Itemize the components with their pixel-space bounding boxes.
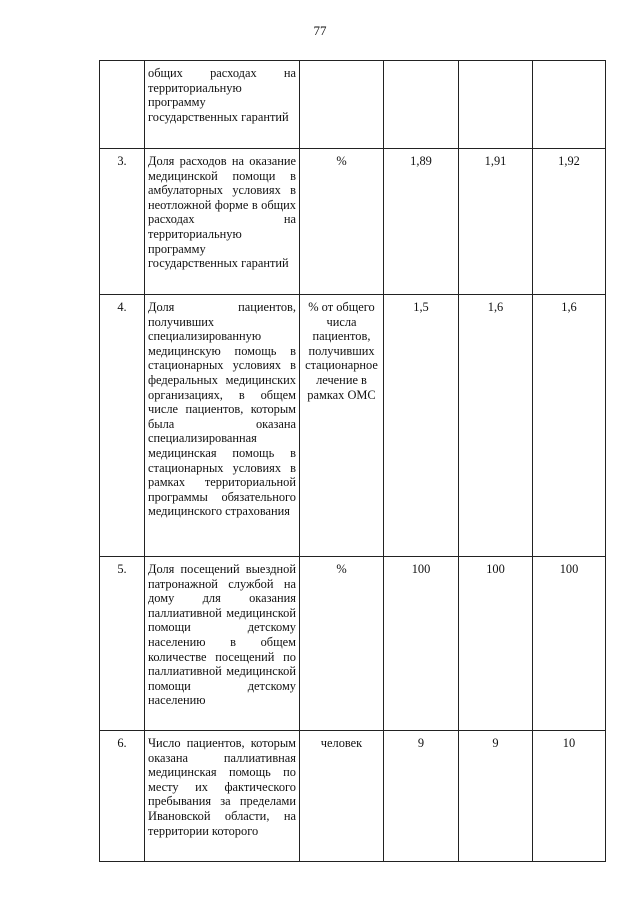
value-cell xyxy=(459,61,533,149)
value-cell: 100 xyxy=(384,557,459,731)
table-row xyxy=(100,731,606,862)
page-number: 77 xyxy=(313,23,327,38)
unit-cell: человек xyxy=(300,731,384,862)
table-row xyxy=(100,295,606,557)
indicator-name: Доля посещений выездной патронажной службой на дому для оказания паллиативной медицинской помощи детскому населению в общем количестве посещений по паллиативной медицинской помощи детскому населению xyxy=(145,557,300,731)
value-cell: 1,6 xyxy=(533,295,606,557)
table-row xyxy=(100,557,606,731)
indicator-name: общих расходах на территориальную программу государственных гарантий xyxy=(145,61,300,149)
indicator-name: Доля расходов на оказание медицинской помощи в амбулаторных условиях в неотложной форме в общих расходах на территориальную программу государственных гарантий xyxy=(145,149,300,295)
unit-cell: % xyxy=(300,149,384,295)
value-cell: 1,5 xyxy=(384,295,459,557)
indicators-table xyxy=(99,60,606,862)
indicator-name: Доля пациентов, получивших специализированную медицинскую помощь в стационарных условиях в федеральных медицинских организациях, в общем числе пациентов, которым была оказана специализированная медицинская помощь в стационарных условиях в рамках территориальной программы обязательного медицинского страхования xyxy=(145,295,300,557)
indicator-name: Число пациентов, которым оказана паллиативная медицинская помощь по месту их фактического пребывания за пределами Ивановской области, на территории которого xyxy=(145,731,300,862)
value-cell: 100 xyxy=(533,557,606,731)
value-cell: 1,92 xyxy=(533,149,606,295)
unit-cell: % xyxy=(300,557,384,731)
value-cell: 100 xyxy=(459,557,533,731)
table-row xyxy=(100,149,606,295)
table-row xyxy=(100,61,606,149)
row-number: 5. xyxy=(100,557,145,731)
value-cell: 9 xyxy=(459,731,533,862)
row-number xyxy=(100,61,145,149)
unit-cell xyxy=(300,61,384,149)
value-cell: 10 xyxy=(533,731,606,862)
row-number: 6. xyxy=(100,731,145,862)
value-cell xyxy=(533,61,606,149)
value-cell xyxy=(384,61,459,149)
value-cell: 1,89 xyxy=(384,149,459,295)
value-cell: 9 xyxy=(384,731,459,862)
unit-cell: % от общего числа пациентов, получивших стационарное лечение в рамках ОМС xyxy=(300,295,384,557)
row-number: 3. xyxy=(100,149,145,295)
value-cell: 1,91 xyxy=(459,149,533,295)
value-cell: 1,6 xyxy=(459,295,533,557)
row-number: 4. xyxy=(100,295,145,557)
